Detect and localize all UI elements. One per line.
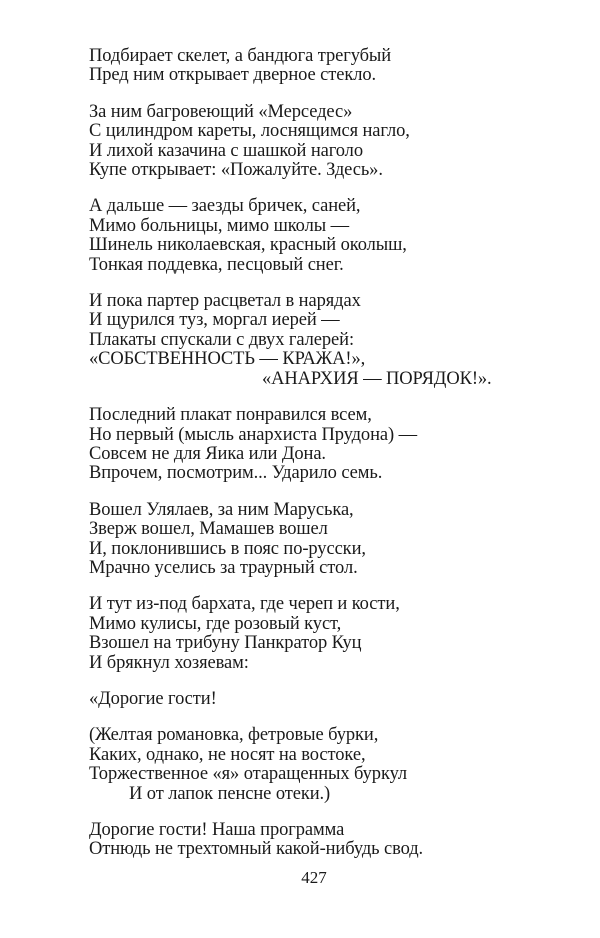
stanza-10 (89, 821, 569, 860)
stanza-3 (89, 197, 569, 275)
verse-line: Мимо кулисы, где розовый куст, (89, 613, 342, 634)
verse-line: «Дорогие гости! (89, 688, 217, 709)
stanza-7 (89, 595, 569, 673)
verse-line: Купе открывает: «Пожалуйте. Здесь». (89, 160, 383, 181)
stanza-5 (89, 406, 569, 484)
verse-line: Мрачно уселись за траурный стол. (89, 557, 358, 578)
verse-line: Дорогие гости! Наша программа (89, 820, 345, 840)
poem-page (89, 47, 569, 860)
verse-line: Последний плакат понравился всем, (89, 405, 372, 426)
verse-line: И брякнул хозяевам: (89, 652, 249, 673)
verse-line: Взошел на трибуну Панкратор Куц (89, 633, 362, 654)
stanza-2 (89, 103, 569, 181)
verse-line: А дальше — заезды бричек, саней, (89, 196, 361, 217)
verse-line: Зверж вошел, Мамашев вошел (89, 519, 328, 540)
verse-line-indented: И от лапок пенсне отеки.) (129, 783, 331, 804)
verse-line: Подбирает скелет, а бандюга трегубый (89, 46, 392, 66)
verse-line: И тут из-под бархата, где череп и кости, (89, 594, 400, 615)
verse-line: И щурился туз, моргал иерей — (89, 310, 340, 331)
verse-line: Совсем не для Яика или Дона. (89, 443, 326, 464)
verse-line: (Желтая романовка, фетровые бурки, (89, 725, 379, 746)
verse-line: Тонкая поддевка, песцовый снег. (89, 254, 344, 275)
verse-line-slogan: «СОБСТВЕННОСТЬ — КРАЖА!», (89, 349, 366, 370)
verse-line: Шинель николаевская, красный околыш, (89, 235, 407, 256)
verse-line: Торжественное «я» отаращенных буркул (89, 764, 408, 785)
verse-line: За ним багровеющий «Мерседес» (89, 101, 353, 122)
verse-line: Но первый (мысль анархиста Прудона) — (89, 424, 417, 445)
stanza-1 (89, 47, 569, 86)
verse-line: Вошел Улялаев, за ним Маруська, (89, 499, 354, 520)
verse-line: Пред ним открывает дверное стекло. (89, 65, 377, 86)
verse-line: Плакаты спускали с двух галерей: (89, 329, 354, 350)
stanza-9 (89, 726, 569, 804)
verse-line-slogan-right: «АНАРХИЯ — ПОРЯДОК!». (262, 368, 492, 389)
stanza-8 (89, 690, 569, 709)
verse-line: Мимо больницы, мимо школы — (89, 215, 349, 236)
verse-line: И пока партер расцветал в нарядах (89, 291, 361, 312)
verse-line: И, поклонившись в пояс по-русски, (89, 538, 366, 559)
stanza-4 (89, 292, 569, 389)
stanza-6 (89, 501, 569, 579)
verse-line: Каких, однако, не носят на востоке, (89, 744, 366, 765)
verse-line: И лихой казачина с шашкой наголо (89, 140, 363, 161)
page-number: 427 (301, 868, 327, 887)
verse-line: Впрочем, посмотрим... Ударило семь. (89, 463, 383, 484)
verse-line: Отнюдь не трехтомный какой-нибудь свод. (89, 839, 424, 860)
verse-line: С цилиндром кареты, лоснящимся нагло, (89, 121, 410, 142)
